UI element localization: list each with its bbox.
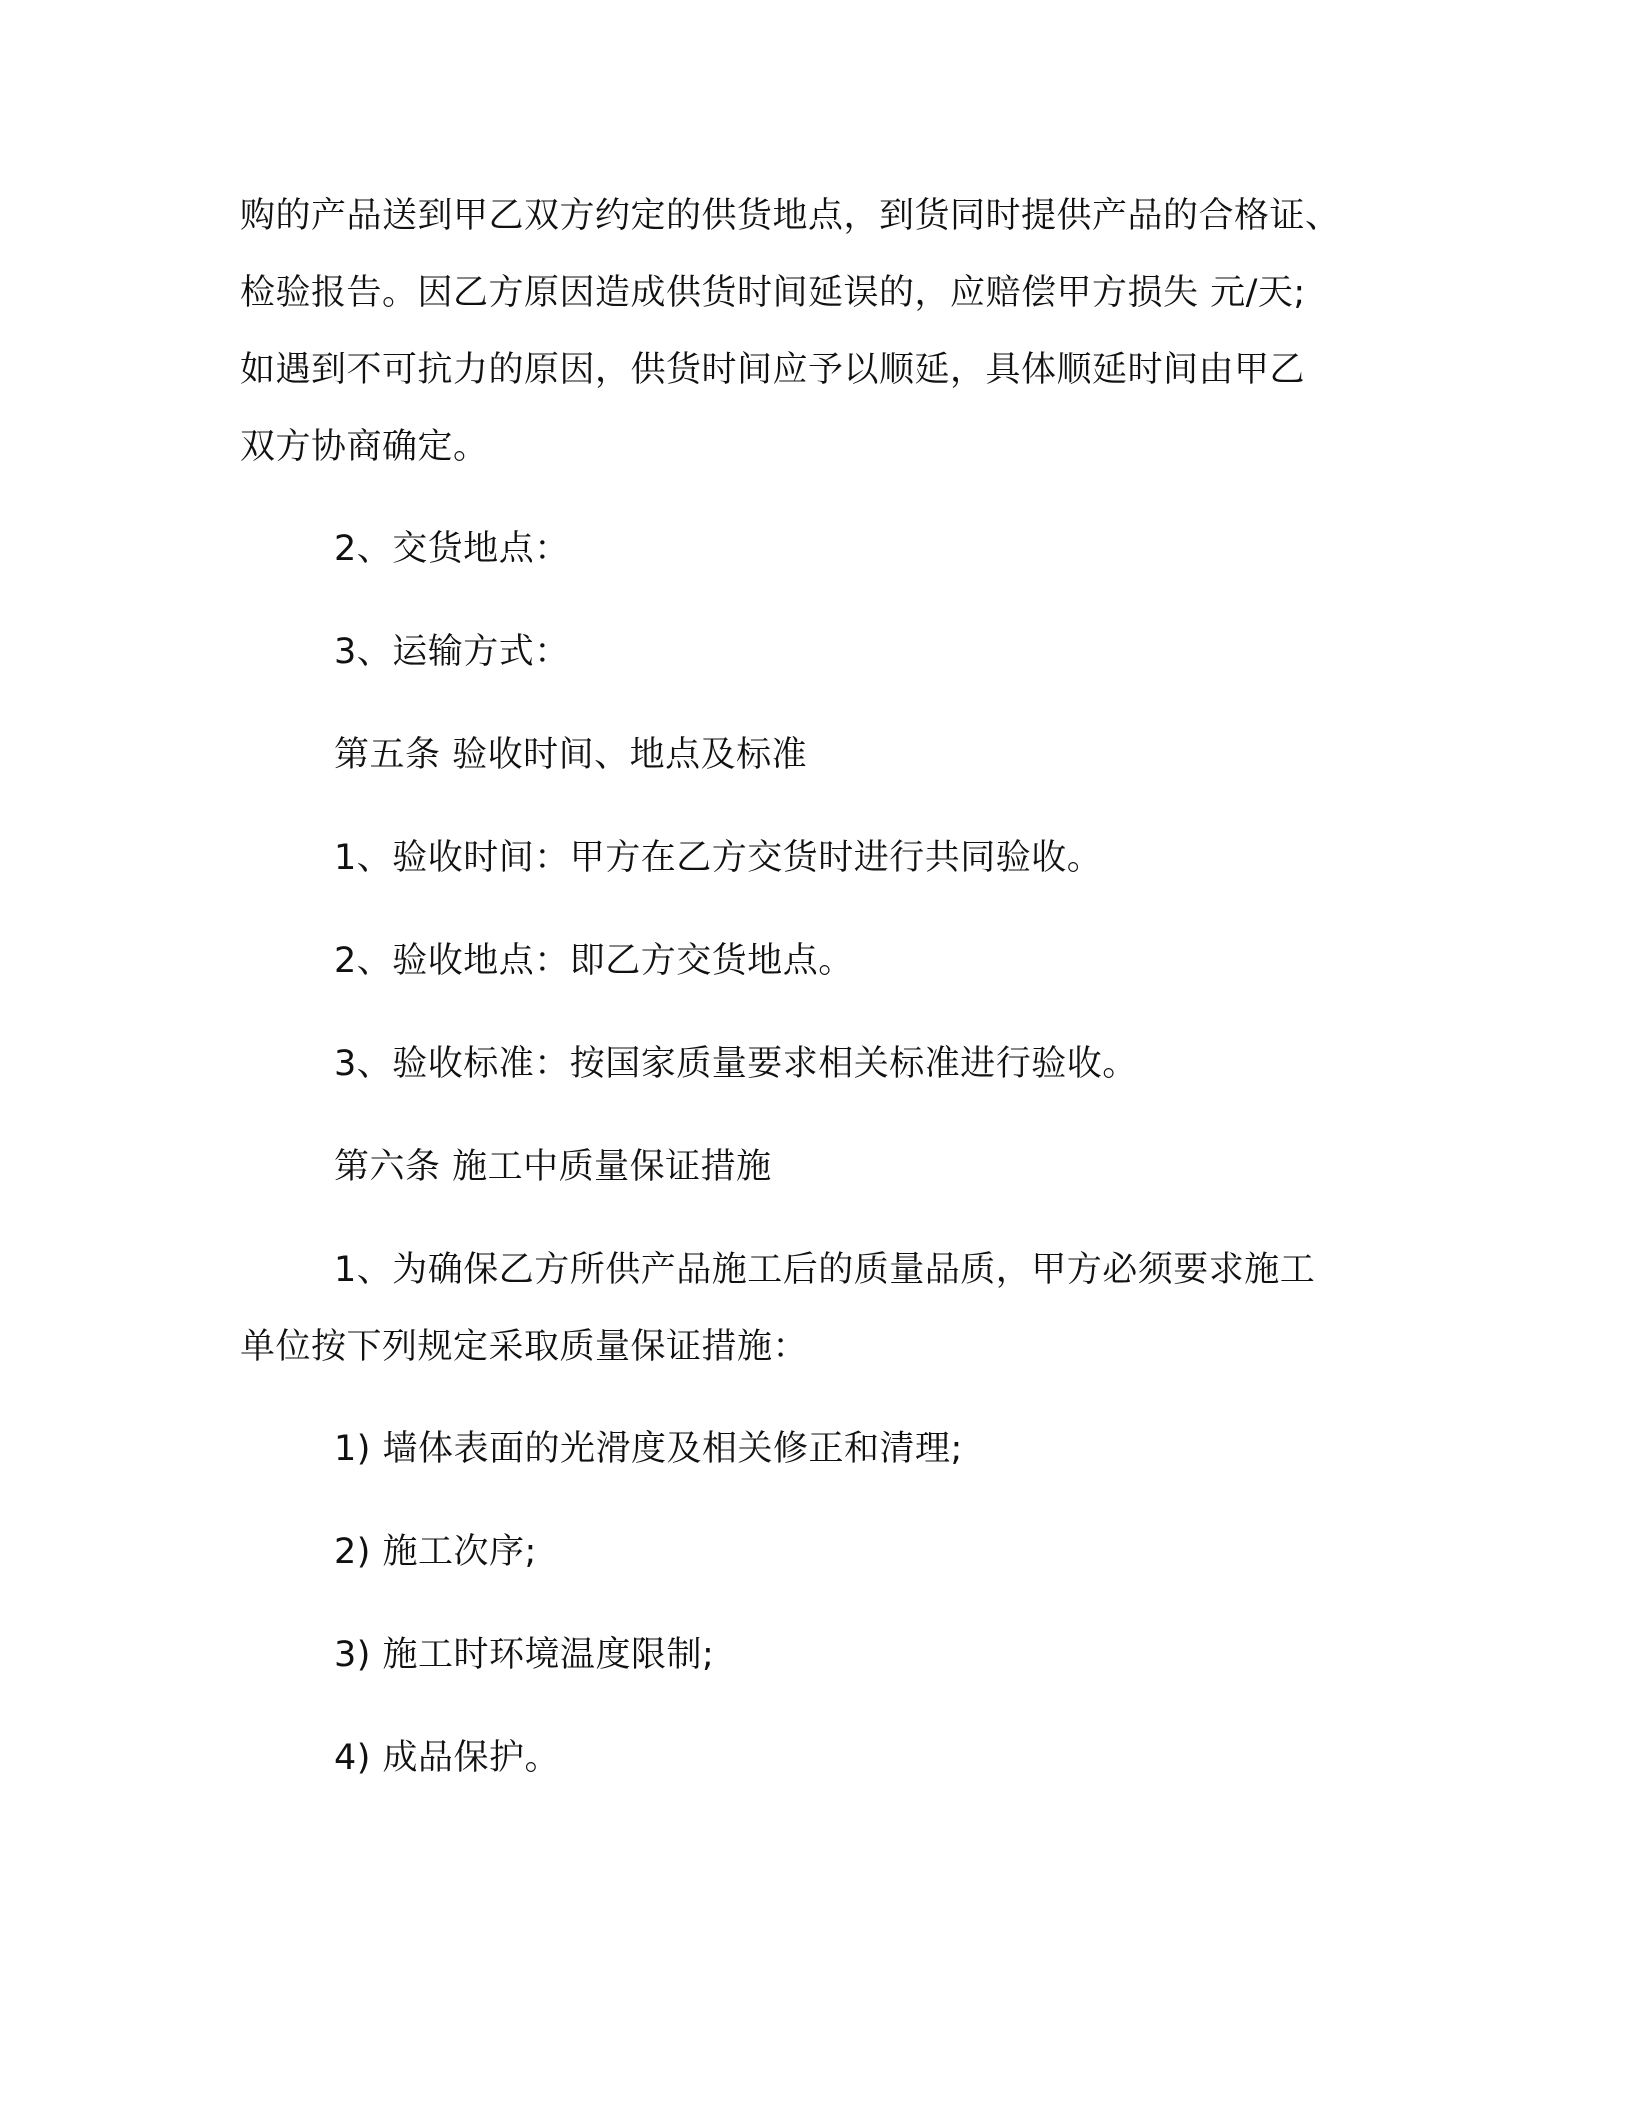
acceptance-location-item: 2、验收地点：即乙方交货地点。 [334, 941, 854, 981]
paragraph-line: 购的产品送到甲乙双方约定的供货地点，到货同时提供产品的合格证、 [240, 196, 1341, 236]
acceptance-standard-item: 3、验收标准：按国家质量要求相关标准进行验收。 [334, 1044, 1138, 1084]
article-5-heading: 第五条 验收时间、地点及标准 [334, 735, 808, 775]
acceptance-time-item: 1、验收时间：甲方在乙方交货时进行共同验收。 [334, 838, 1103, 878]
measure-list-item: 3) 施工时环境温度限制; [334, 1635, 715, 1675]
delivery-location-item: 2、交货地点： [334, 529, 570, 569]
paragraph-line: 双方协商确定。 [240, 427, 489, 467]
quality-measures-intro-line: 1、为确保乙方所供产品施工后的质量品质，甲方必须要求施工 [334, 1250, 1316, 1290]
paragraph-line: 如遇到不可抗力的原因，供货时间应予以顺延，具体顺延时间由甲乙 [240, 350, 1306, 390]
transport-method-item: 3、运输方式： [334, 632, 570, 672]
article-6-heading: 第六条 施工中质量保证措施 [334, 1147, 772, 1187]
paragraph-line: 检验报告。因乙方原因造成供货时间延误的，应赔偿甲方损失 元/天; [240, 273, 1306, 313]
quality-measures-intro-line: 单位按下列规定采取质量保证措施： [240, 1327, 809, 1367]
measure-list-item: 2) 施工次序; [334, 1532, 537, 1572]
measure-list-item: 1) 墙体表面的光滑度及相关修正和清理; [334, 1429, 963, 1469]
measure-list-item: 4) 成品保护。 [334, 1738, 561, 1778]
